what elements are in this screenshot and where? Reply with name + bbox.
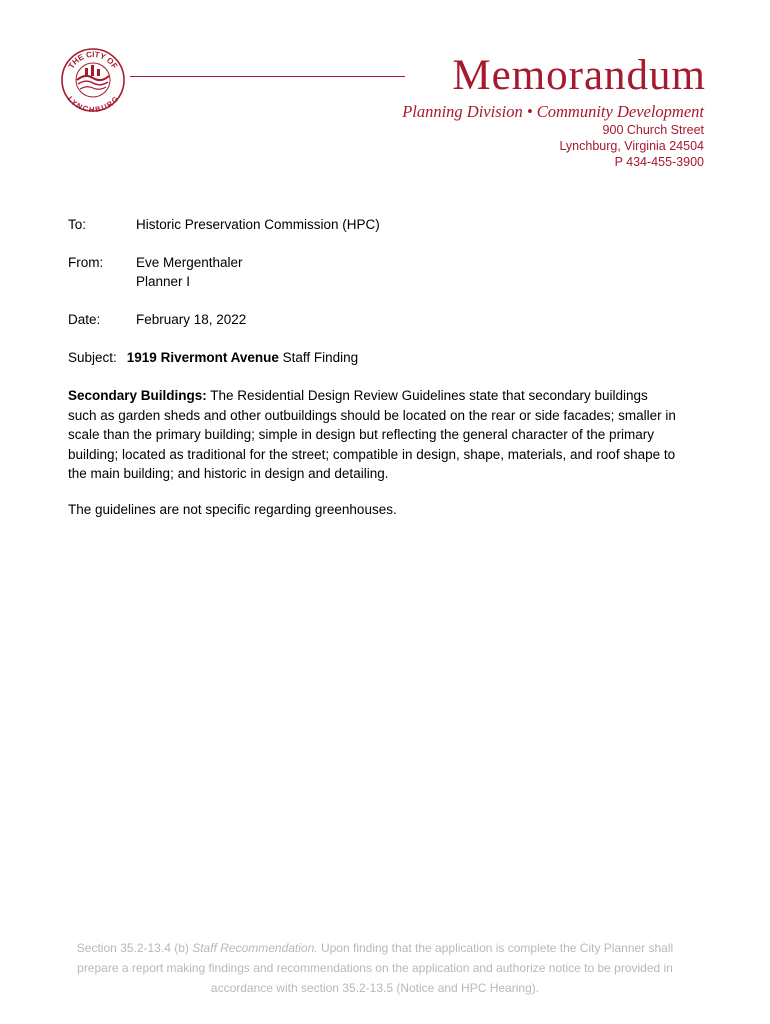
subject-row bbox=[68, 348, 358, 367]
to-value: Historic Preservation Commission (HPC) bbox=[136, 217, 380, 232]
secondary-buildings-text: The Residential Design Review Guidelines state that secondary buildings such as garden sheds and other outbuildings should be located on the rear or side facades; smaller in scale than the primary building; simple in design but reflecting the general character of the primary building; located as traditional for the street; compatible in design, shape, materials, and roof shape to the main building; and historic in design and detailing. bbox=[68, 388, 676, 481]
address-city: Lynchburg, Virginia 24504 bbox=[559, 139, 704, 153]
from-label: From: bbox=[68, 255, 104, 270]
date-label: Date: bbox=[68, 312, 101, 327]
seal-text-bottom: LYNCHBURG bbox=[65, 94, 121, 114]
city-seal-logo bbox=[60, 42, 126, 114]
memo-title: Memorandum bbox=[452, 52, 706, 99]
address-phone: P 434-455-3900 bbox=[614, 155, 704, 169]
address-block bbox=[559, 122, 704, 170]
subject-address: 1919 Rivermont Avenue bbox=[126, 350, 279, 365]
seal-text-top: THE CITY OF bbox=[66, 49, 120, 71]
secondary-buildings-heading: Secondary Buildings: bbox=[68, 388, 207, 403]
footer-section-ref: Section 35.2-13.4 (b) bbox=[76, 941, 189, 955]
from-name: Eve Mergenthaler bbox=[136, 255, 243, 270]
address-street: 900 Church Street bbox=[602, 123, 704, 137]
subject-label: Subject: bbox=[68, 350, 117, 365]
from-title: Planner I bbox=[136, 274, 191, 289]
department-subtitle: Planning Division • Community Development bbox=[402, 102, 704, 121]
footer-text: Upon finding that the application is complete the City Planner shall prepare a report making findings and recommendations on the application and authorize notice to be provided in accordance with section 35.2-13.5 (Notice and HPC Hearing). bbox=[77, 941, 674, 995]
greenhouse-paragraph bbox=[68, 500, 678, 520]
date-value: February 18, 2022 bbox=[136, 312, 247, 327]
secondary-buildings-paragraph bbox=[68, 386, 678, 484]
greenhouse-text: The guidelines are not specific regarding greenhouses. bbox=[68, 502, 397, 517]
footer-note bbox=[60, 938, 690, 998]
subject-rest: Staff Finding bbox=[282, 350, 359, 365]
header-rule bbox=[130, 76, 405, 77]
to-label: To: bbox=[68, 217, 87, 232]
footer-section-title: Staff Recommendation. bbox=[192, 941, 318, 955]
